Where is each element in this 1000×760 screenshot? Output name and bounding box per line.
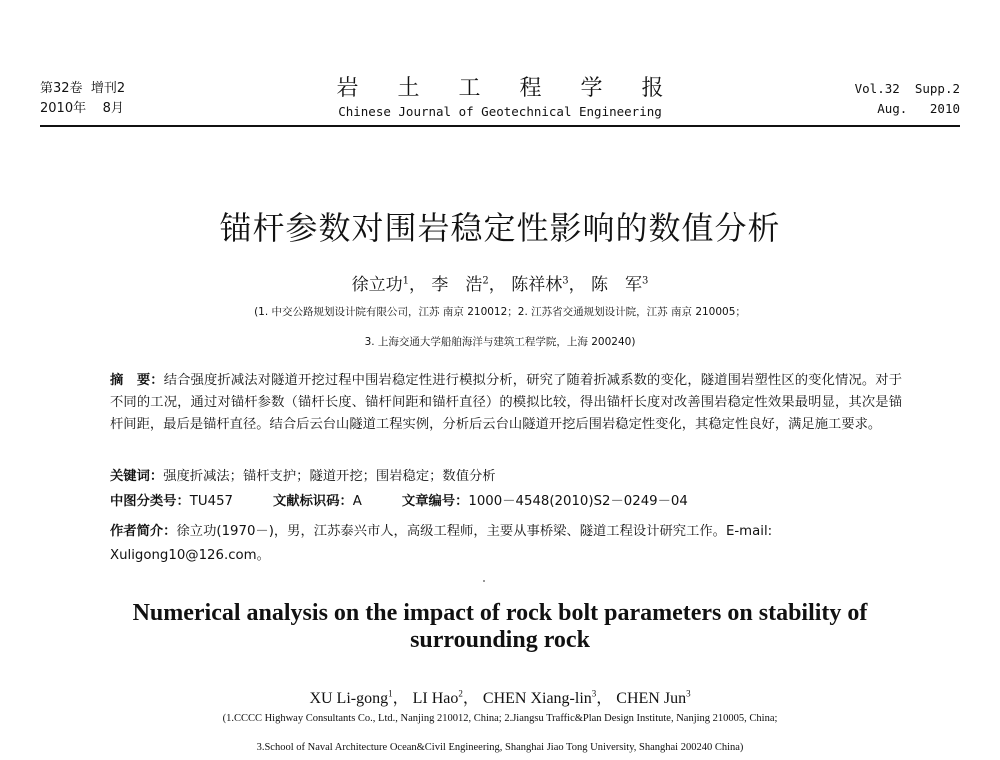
title-en <box>0 600 1000 654</box>
title-cn: 锚杆参数对围岩稳定性影响的数值分析 <box>219 209 781 247</box>
running-header <box>40 76 960 127</box>
author-bio <box>110 520 902 568</box>
abstract-label: 摘 要： <box>110 373 164 388</box>
month-cn: 8月 <box>102 101 124 116</box>
affiliation-en-line: 3.School of Naval Architecture Ocean&Civil Engineering, Shanghai Jiao Tong University, Shanghai 200240 China) <box>256 742 744 753</box>
classification-line <box>110 492 902 512</box>
title-en-line: surrounding rock <box>410 627 590 653</box>
authors-en <box>0 685 1000 708</box>
clc-value: TU457 <box>189 494 234 509</box>
title-en-line: Numerical analysis on the impact of rock bolt parameters on stability of <box>132 600 868 626</box>
article-no-label: 文章编号： <box>401 494 469 509</box>
bio-label: 作者简介： <box>110 524 177 539</box>
author-cn: 陈祥林$^3$， <box>511 275 586 295</box>
keywords-label: 关键词： <box>110 469 164 484</box>
author-en: XU Li-gong$^1$， <box>309 688 409 707</box>
affiliation-cn-line: (1. 中交公路规划设计院有限公司，江苏 南京 210012；2. 江苏省交通规划设计院，江苏 南京 210005； <box>254 306 746 318</box>
journal-name-en: Chinese Journal of Geotechnical Engineering <box>338 104 662 119</box>
stray-mark <box>483 580 485 582</box>
author-cn: 李 浩$^2$， <box>431 275 506 295</box>
abstract-text: 结合强度折减法对隧道开挖过程中围岩稳定性进行模拟分析，研究了随着折减系数的变化，隧道围岩塑性区的变化情况。对于不同的工况，通过对锚杆参数（锚杆长度、锚杆间距和锚杆直径）的模拟比较，得出锚杆长度对改善围岩稳定性效果最明显，其次是锚杆间距，最后是锚杆直径。结合后云台山隧道工程实例，分析后云台山隧道开挖后围岩稳定性变化，其稳定性良好，满足施工要求。 <box>110 373 903 432</box>
authors-cn <box>0 270 1000 295</box>
volume-cn: 第32卷 <box>40 81 83 96</box>
clc-label: 中图分类号： <box>110 494 190 509</box>
author-cn: 徐立功$^1$， <box>351 275 427 295</box>
author-en: LI Hao$^2$， <box>412 688 479 707</box>
header-right <box>855 79 960 119</box>
doc-code-label: 文献标识码： <box>273 494 353 509</box>
month-en: Aug. <box>877 101 908 116</box>
abstract-cn <box>110 370 902 436</box>
issue-cn: 增刊2 <box>90 81 126 96</box>
journal-name-cn: 岩 土 工 程 学 报 <box>336 76 680 101</box>
author-en: CHEN Xiang-lin$^3$， <box>482 688 613 707</box>
bio-text: 徐立功(1970－)，男，江苏泰兴市人，高级工程师，主要从事桥梁、隧道工程设计研究工作。E-mail: Xuligong10@126.com。 <box>110 524 773 563</box>
affiliation-en-line: (1.CCCC Highway Consultants Co., Ltd., Nanjing 210012, China; 2.Jiangsu Traffic&Plan Design Institute, Nanjing 210005, China; <box>222 713 778 724</box>
author-en: CHEN Jun$^3$ <box>616 688 691 707</box>
affiliation-cn-line: 3. 上海交通大学船舶海洋与建筑工程学院，上海 200240) <box>364 336 636 348</box>
keywords-cn <box>110 467 902 487</box>
year-cn: 2010年 <box>40 101 87 116</box>
volume-en: Vol.32 <box>854 81 900 96</box>
article-no-value: 1000－4548(2010)S2－0249－04 <box>468 494 688 509</box>
author-cn: 陈 军$^3$ <box>590 275 649 295</box>
supp-en: Supp.2 <box>914 81 960 96</box>
year-en: 2010 <box>929 101 960 116</box>
keywords-text: 强度折减法；锚杆支护；隧道开挖；围岩稳定；数值分析 <box>163 469 496 484</box>
header-center <box>40 75 960 121</box>
doc-code-value: A <box>352 494 362 509</box>
